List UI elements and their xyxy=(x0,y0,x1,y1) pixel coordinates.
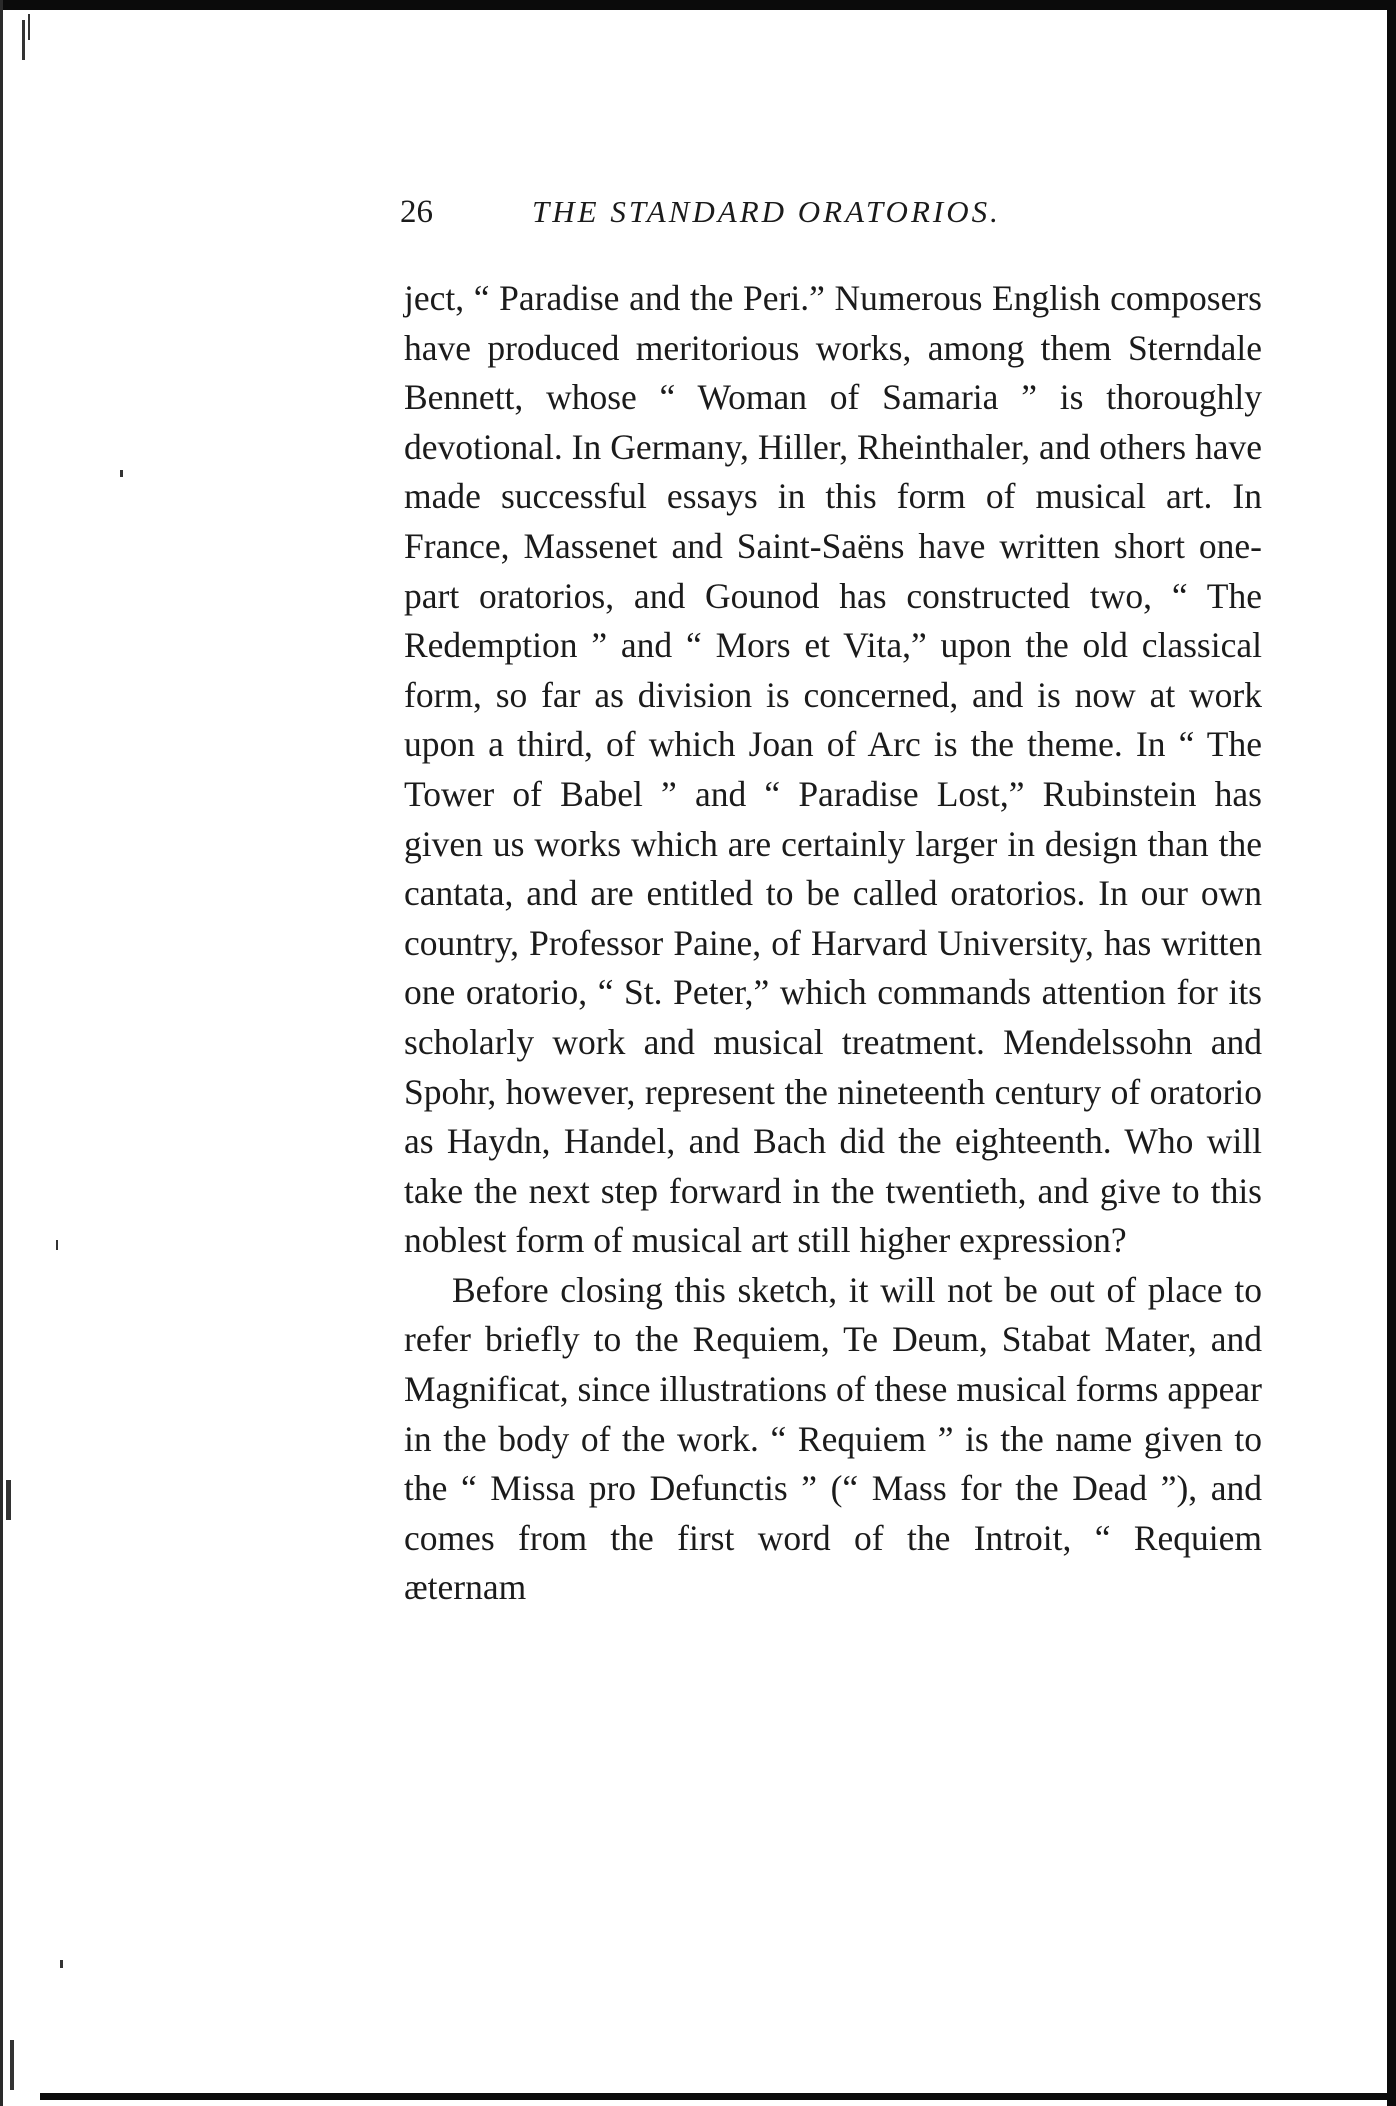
scan-speck xyxy=(120,470,123,477)
running-head-title: THE STANDARD ORATORIOS. xyxy=(532,194,1001,229)
scan-speck xyxy=(10,2040,14,2090)
scan-speck xyxy=(6,1480,11,1520)
running-head xyxy=(400,188,1260,238)
scan-border-left xyxy=(0,0,3,2106)
scan-border-top xyxy=(0,0,1396,10)
scan-speck xyxy=(28,14,30,40)
scan-speck xyxy=(22,20,25,60)
body-text xyxy=(404,274,1262,1613)
paragraph: ject, “ Paradise and the Peri.” Numerous English composers have produced meritorious works, among them Sterndale Bennett, whose “ Woman of Samaria ” is thoroughly devotional. In Germany, Hiller, Rheinthaler, and others have made successful essays in this form of musical art. In France, Massenet and Saint-Saëns have written short one-part oratorios, and Gounod has constructed two, “ The Redemption ” and “ Mors et Vita,” upon the old classical form, so far as division is concerned, and is now at work upon a third, of which Joan of Arc is the theme. In “ The Tower of Babel ” and “ Paradise Lost,” Rubinstein has given us works which are certainly larger in design than the cantata, and are entitled to be called oratorios. In our own country, Professor Paine, of Harvard University, has written one oratorio, “ St. Peter,” which commands attention for its scholarly work and musical treatment. Mendelssohn and Spohr, however, represent the nineteenth century of oratorio as Haydn, Handel, and Bach did the eighteenth. Who will take the next step forward in the twentieth, and give to this noblest form of musical art still higher expression? xyxy=(404,278,1262,1261)
scan-speck xyxy=(56,1240,58,1250)
scan-speck xyxy=(60,1960,63,1968)
scan-border-right xyxy=(1387,0,1396,2106)
paragraph: Before closing this sketch, it will not be out of place to refer briefly to the Requiem, Te Deum, Stabat Mater, and Magnificat, since illustrations of these musical forms appear in the body of the work. “ Requiem ” is the name given to the “ Missa pro Defunctis ” (“ Mass for the Dead ”), and comes from the first word of the Introit, “ Requiem æternam xyxy=(404,1269,1262,1608)
page-number: 26 xyxy=(400,194,433,230)
scan-border-bottom xyxy=(40,2093,1396,2100)
